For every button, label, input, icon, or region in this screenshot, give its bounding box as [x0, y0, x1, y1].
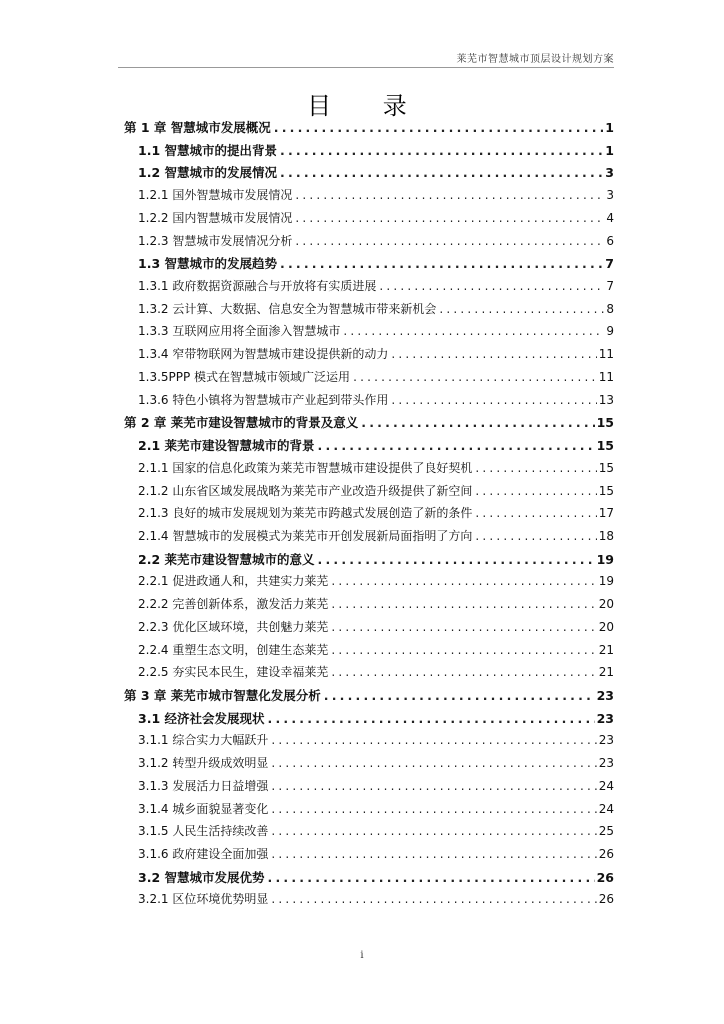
toc-entry-title: 1.3.1 政府数据资源融合与开放将有实质进展	[138, 279, 377, 294]
toc-entry[interactable]	[124, 868, 614, 891]
toc-leader-dots	[318, 438, 595, 453]
toc-entry-title: 2.2 莱芜市建设智慧城市的意义	[138, 551, 315, 567]
toc-entry-page: 23	[598, 733, 614, 748]
toc-leader-dots	[391, 347, 596, 361]
toc-leader-dots	[271, 733, 596, 747]
toc-entry[interactable]	[124, 368, 614, 391]
toc-entry[interactable]	[124, 413, 614, 436]
toc-entry[interactable]	[124, 709, 614, 732]
running-header: 莱芜市智慧城市顶层设计规划方案	[456, 54, 614, 65]
toc-entry[interactable]	[124, 890, 614, 913]
toc-entry-page: 19	[596, 551, 614, 567]
toc-entry-title: 1.1 智慧城市的提出背景	[138, 142, 277, 158]
toc-leader-dots	[271, 779, 596, 793]
toc-entry-title: 1.2 智慧城市的发展情况	[138, 165, 277, 181]
toc-leader-dots	[271, 847, 596, 861]
toc-entry-title: 1.3 智慧城市的发展趋势	[138, 256, 277, 272]
toc-entry-title: 第 2 章 莱芜市建设智慧城市的背景及意义	[124, 415, 359, 431]
toc-entry-page: 19	[598, 574, 614, 589]
toc-leader-dots	[475, 484, 596, 498]
toc-entry-title: 1.3.6 特色小镇将为智慧城市产业起到带头作用	[138, 392, 389, 407]
toc-leader-dots	[331, 597, 596, 611]
toc-entry-page: 3	[606, 188, 614, 203]
toc-entry-title: 3.2.1 区位环境优势明显	[138, 892, 269, 907]
toc-entry-title: 1.2.3 智慧城市发展情况分析	[138, 233, 293, 248]
toc-entry-page: 11	[598, 369, 614, 384]
toc-entry[interactable]	[124, 822, 614, 845]
toc-entry-title: 3.1.4 城乡面貌显著变化	[138, 801, 269, 816]
toc-entry[interactable]	[124, 209, 614, 232]
toc-entry-page: 15	[598, 460, 614, 475]
toc-entry-page: 9	[606, 324, 614, 339]
toc-entry-page: 20	[598, 597, 614, 612]
toc-leader-dots	[271, 802, 596, 816]
toc-entry-title: 3.1.6 政府建设全面加强	[138, 847, 269, 861]
toc-leader-dots	[280, 256, 603, 271]
toc-entry[interactable]	[124, 118, 614, 141]
toc-leader-dots	[475, 461, 596, 475]
toc-entry[interactable]	[124, 391, 614, 414]
toc-leader-dots	[318, 552, 595, 567]
toc-entry-page: 21	[598, 642, 614, 657]
toc-entry[interactable]	[124, 163, 614, 186]
toc-entry-title: 2.1.1 国家的信息化政策为莱芜市智慧城市建设提供了良好契机	[138, 460, 473, 475]
toc-entry-title: 1.3.5PPP 模式在智慧城市领域广泛运用	[138, 369, 351, 384]
toc-leader-dots	[271, 824, 596, 838]
toc-entry-title: 第 3 章 莱芜市城市智慧化发展分析	[124, 687, 321, 703]
toc-entry-title: 1.3.2 云计算、大数据、信息安全为智慧城市带来新机会	[138, 301, 437, 316]
toc-leader-dots	[343, 324, 604, 338]
toc-entry[interactable]	[124, 186, 614, 209]
toc-entry-page: 6	[606, 233, 614, 248]
toc-entry[interactable]	[124, 345, 614, 368]
toc-leader-dots	[331, 665, 596, 679]
toc-entry-page: 26	[596, 869, 614, 885]
toc-leader-dots	[271, 892, 596, 906]
toc-entry[interactable]	[124, 277, 614, 300]
toc-entry-page: 17	[598, 506, 614, 521]
toc-entry[interactable]	[124, 459, 614, 482]
toc-entry[interactable]	[124, 618, 614, 641]
table-of-contents	[124, 118, 614, 913]
toc-entry[interactable]	[124, 800, 614, 823]
header-divider	[118, 67, 614, 68]
toc-entry[interactable]	[124, 731, 614, 754]
toc-leader-dots	[295, 211, 604, 225]
toc-leader-dots	[268, 711, 595, 726]
toc-entry-title: 3.1.2 转型升级成效明显	[138, 756, 269, 771]
toc-leader-dots	[280, 165, 603, 180]
toc-entry[interactable]	[124, 777, 614, 800]
toc-entry-title: 2.1 莱芜市建设智慧城市的背景	[138, 438, 315, 454]
toc-entry-page: 8	[606, 301, 614, 316]
toc-entry-page: 15	[596, 438, 614, 454]
toc-leader-dots	[331, 574, 596, 588]
toc-entry-page: 21	[598, 665, 614, 680]
toc-leader-dots	[379, 279, 604, 293]
toc-entry-title: 2.2.3 优化区域环境，共创魅力莱芜	[138, 619, 329, 634]
toc-entry-title: 2.2.1 促进政通人和，共建实力莱芜	[138, 574, 329, 589]
toc-entry-page: 26	[598, 892, 614, 907]
toc-entry-title: 2.1.4 智慧城市的发展模式为莱芜市开创发展新局面指明了方向	[138, 528, 473, 543]
toc-leader-dots	[475, 506, 596, 520]
toc-entry-title: 3.2 智慧城市发展优势	[138, 869, 265, 885]
toc-entry-page: 7	[606, 279, 614, 294]
toc-entry-page: 13	[598, 392, 614, 407]
toc-entry-page: 7	[605, 256, 614, 272]
toc-entry-title: 3.1.5 人民生活持续改善	[138, 824, 269, 839]
toc-leader-dots	[280, 143, 603, 158]
toc-entry-title: 1.3.3 互联网应用将全面渗入智慧城市	[138, 324, 341, 339]
toc-entry[interactable]	[124, 641, 614, 664]
page-number: i	[360, 950, 364, 961]
toc-leader-dots	[274, 120, 604, 135]
toc-entry[interactable]	[124, 686, 614, 709]
toc-entry[interactable]	[124, 482, 614, 505]
toc-entry-page: 25	[598, 824, 614, 839]
toc-entry[interactable]	[124, 754, 614, 777]
toc-entry-page: 23	[596, 710, 614, 726]
toc-entry-page: 23	[598, 756, 614, 771]
toc-leader-dots	[331, 620, 596, 634]
toc-entry-title: 3.1.3 发展活力日益增强	[138, 778, 269, 793]
toc-entry-page: 1	[605, 142, 614, 158]
toc-entry-title: 1.3.4 窄带物联网为智慧城市建设提供新的动力	[138, 347, 389, 362]
toc-leader-dots	[331, 643, 596, 657]
toc-entry-page: 24	[598, 778, 614, 793]
toc-leader-dots	[324, 688, 595, 703]
toc-entry-page: 20	[598, 619, 614, 634]
toc-leader-dots	[361, 415, 594, 430]
toc-entry[interactable]	[124, 232, 614, 255]
toc-entry[interactable]	[124, 254, 614, 277]
toc-entry-page: 3	[605, 165, 614, 181]
toc-title: 目 录	[307, 92, 429, 120]
toc-leader-dots	[295, 234, 604, 248]
toc-entry[interactable]	[124, 527, 614, 550]
toc-entry-title: 2.1.3 良好的城市发展规划为莱芜市跨越式发展创造了新的条件	[138, 506, 473, 521]
toc-leader-dots	[271, 756, 596, 770]
toc-entry[interactable]	[124, 141, 614, 164]
toc-leader-dots	[268, 870, 595, 885]
toc-leader-dots	[295, 188, 604, 202]
toc-entry-page: 18	[598, 528, 614, 543]
toc-entry-page: 11	[598, 347, 614, 362]
toc-entry-title: 2.1.2 山东省区域发展战略为莱芜市产业改造升级提供了新空间	[138, 483, 473, 498]
toc-entry-page: 15	[598, 483, 614, 498]
toc-entry-page: 4	[606, 210, 614, 225]
toc-leader-dots	[475, 529, 596, 543]
toc-entry[interactable]	[124, 572, 614, 595]
toc-entry[interactable]	[124, 595, 614, 618]
toc-entry-page: 15	[596, 415, 614, 431]
toc-entry-title: 3.1 经济社会发展现状	[138, 710, 265, 726]
toc-entry-page: 23	[596, 687, 614, 703]
toc-entry-title: 2.2.5 夯实民本民生，建设幸福莱芜	[138, 665, 329, 680]
toc-leader-dots	[391, 393, 596, 407]
toc-entry[interactable]	[124, 504, 614, 527]
toc-entry-page: 26	[598, 847, 614, 861]
toc-entry[interactable]	[124, 436, 614, 459]
toc-entry-title: 第 1 章 智慧城市发展概况	[124, 120, 271, 135]
toc-entry-title: 3.1.1 综合实力大幅跃升	[138, 733, 269, 748]
toc-entry-page: 24	[598, 801, 614, 816]
toc-entry[interactable]	[124, 663, 614, 686]
toc-entry[interactable]	[124, 550, 614, 573]
toc-entry[interactable]	[124, 845, 614, 868]
toc-leader-dots	[439, 302, 604, 316]
toc-entry-title: 1.2.2 国内智慧城市发展情况	[138, 210, 293, 225]
toc-entry-page: 1	[605, 120, 614, 135]
toc-entry[interactable]	[124, 322, 614, 345]
toc-entry-title: 1.2.1 国外智慧城市发展情况	[138, 188, 293, 203]
toc-entry[interactable]	[124, 300, 614, 323]
toc-entry-title: 2.2.4 重塑生态文明，创建生态莱芜	[138, 642, 329, 657]
toc-leader-dots	[353, 370, 597, 384]
toc-entry-title: 2.2.2 完善创新体系，激发活力莱芜	[138, 597, 329, 612]
